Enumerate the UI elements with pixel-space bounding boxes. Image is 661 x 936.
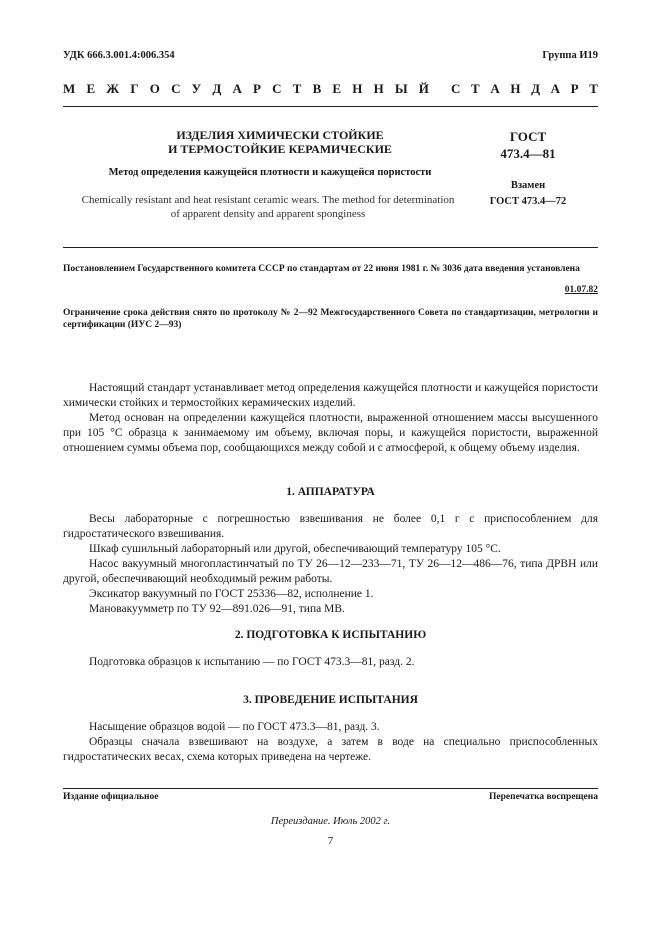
replaces-standard: ГОСТ 473.4—72 — [489, 196, 567, 207]
english-title-line-1: Chemically resistant and heat resistant ceramic wears. The method for determination — [81, 194, 455, 206]
banner-letter: Е — [332, 81, 342, 96]
banner-letter: В — [312, 81, 322, 96]
banner-letter: Д — [531, 81, 541, 96]
section-1-paragraph-1: Весы лабораторные с погрешностью взвешивания не более 0,1 г с приспособлением для гидростатического взвешивания. — [63, 513, 598, 540]
gost-label: ГОСТ — [509, 129, 547, 144]
section-1-paragraph-4: Эксикатор вакуумный по ГОСТ 25336—82, исполнение 1. — [89, 588, 374, 600]
document-subtitle: Метод определения кажущейся плотности и кажущейся пористости — [108, 167, 432, 178]
title-line-1: ИЗДЕЛИЯ ХИМИЧЕСКИ СТОЙКИЕ — [176, 128, 384, 142]
replaces-block — [473, 178, 583, 210]
footer-divider — [63, 788, 598, 789]
banner-letter: М — [63, 81, 76, 96]
english-title — [63, 193, 473, 221]
banner-letter: О — [149, 81, 160, 96]
banner-letter: Т — [292, 81, 302, 96]
gost-number: 473.4—81 — [500, 146, 556, 161]
banner-letter: Е — [86, 81, 96, 96]
replaces-label: Взамен — [510, 180, 546, 191]
intro-block — [63, 381, 598, 456]
section-1-paragraph-3: Насос вакуумный многопластинчатый по ТУ 26—12—233—71, ТУ 26—12—486—76, типа ДРВН или другой, обеспечивающий необходимый режим работы. — [63, 558, 598, 585]
udk-code: УДК 666.3.001.4:006.354 — [63, 50, 175, 61]
banner-letter: Ы — [394, 81, 408, 96]
reprint-prohibited-label: Перепечатка воспрещена — [488, 792, 598, 802]
title-line-2: И ТЕРМОСТОЙКИЕ КЕРАМИЧЕСКИЕ — [168, 142, 392, 156]
section-3-paragraph-1: Насыщение образцов водой — по ГОСТ 473.3—81, разд. 3. — [89, 721, 380, 733]
banner-letter: Н — [510, 81, 521, 96]
banner-letter: Р — [253, 81, 261, 96]
banner-word-standard — [451, 81, 598, 97]
decree-text: Постановлением Государственного комитета СССР по стандартам от 22 июня 1981 г. № 3036 дата введения установлена — [63, 264, 580, 274]
banner-letter: Д — [212, 81, 222, 96]
section-1-paragraph-5: Мановакуумметр по ТУ 92—891.026—91, типа МВ. — [89, 603, 345, 615]
intro-paragraph-1: Настоящий стандарт устанавливает метод определения кажущейся плотности и кажущейся пористости химически стойких и термостойких керамических изделий. — [63, 382, 598, 409]
limit-text: Ограничение срока действия снято по протоколу № 2—92 Межгосударственного Совета по стандартизации, метрологии и сертификации (ИУС 2—93) — [63, 308, 598, 330]
section-3-title: 3. ПРОВЕДЕНИЕ ИСПЫТАНИЯ — [243, 694, 418, 706]
banner-letter: А — [232, 81, 242, 96]
standard-banner — [63, 81, 598, 97]
english-title-line-2: of apparent density and apparent sponginess — [170, 208, 366, 220]
banner-letter: С — [272, 81, 282, 96]
intro-paragraph-2: Метод основан на определении кажущейся плотности, выраженной отношением массы высушенного при 105 °С образца к занимаемому им объему, включая поры, и кажущейся пористости, выраженной отношением суммы объема пор, сообщающихся между собой и с атмосферой, к общему объему изделия. — [63, 412, 598, 454]
section-2-body — [63, 655, 598, 670]
section-1-paragraph-2: Шкаф сушильный лабораторный или другой, обеспечивающий температуру 105 °С. — [89, 543, 501, 555]
header-divider — [63, 106, 598, 107]
effective-date: 01.07.82 — [564, 285, 598, 295]
banner-letter: Г — [130, 81, 139, 96]
section-1-body — [63, 512, 598, 617]
official-edition-label: Издание официальное — [63, 792, 159, 802]
banner-letter: Р — [570, 81, 579, 96]
banner-letter: С — [171, 81, 181, 96]
banner-letter: Н — [373, 81, 384, 96]
banner-letter: Т — [471, 81, 480, 96]
group-code: Группа И19 — [542, 50, 598, 61]
document-title — [120, 128, 440, 156]
section-2-paragraph-1: Подготовка образцов к испытанию — по ГОСТ 473.3—81, разд. 2. — [89, 656, 415, 668]
banner-letter: Н — [352, 81, 363, 96]
section-3-paragraph-2: Образцы сначала взвешивают на воздухе, а затем в воде на специально приспособленных гидростатических весах, схема которых приведена на чертеже. — [63, 736, 598, 763]
banner-letter: Т — [589, 81, 598, 96]
banner-letter: Ж — [106, 81, 120, 96]
banner-letter: У — [191, 81, 202, 96]
banner-letter: С — [451, 81, 461, 96]
banner-word-interstate — [63, 81, 429, 97]
page-number: 7 — [327, 835, 334, 847]
reprint-note: Переиздание. Июль 2002 г. — [270, 816, 391, 827]
banner-letter: А — [550, 81, 561, 96]
section-2-title: 2. ПОДГОТОВКА К ИСПЫТАНИЮ — [234, 629, 427, 641]
banner-letter: Й — [418, 81, 429, 96]
title-divider — [63, 247, 598, 248]
banner-letter: А — [490, 81, 500, 96]
section-1-title: 1. АППАРАТУРА — [286, 486, 375, 498]
section-3-body — [63, 720, 598, 765]
gost-number-block — [483, 128, 573, 162]
